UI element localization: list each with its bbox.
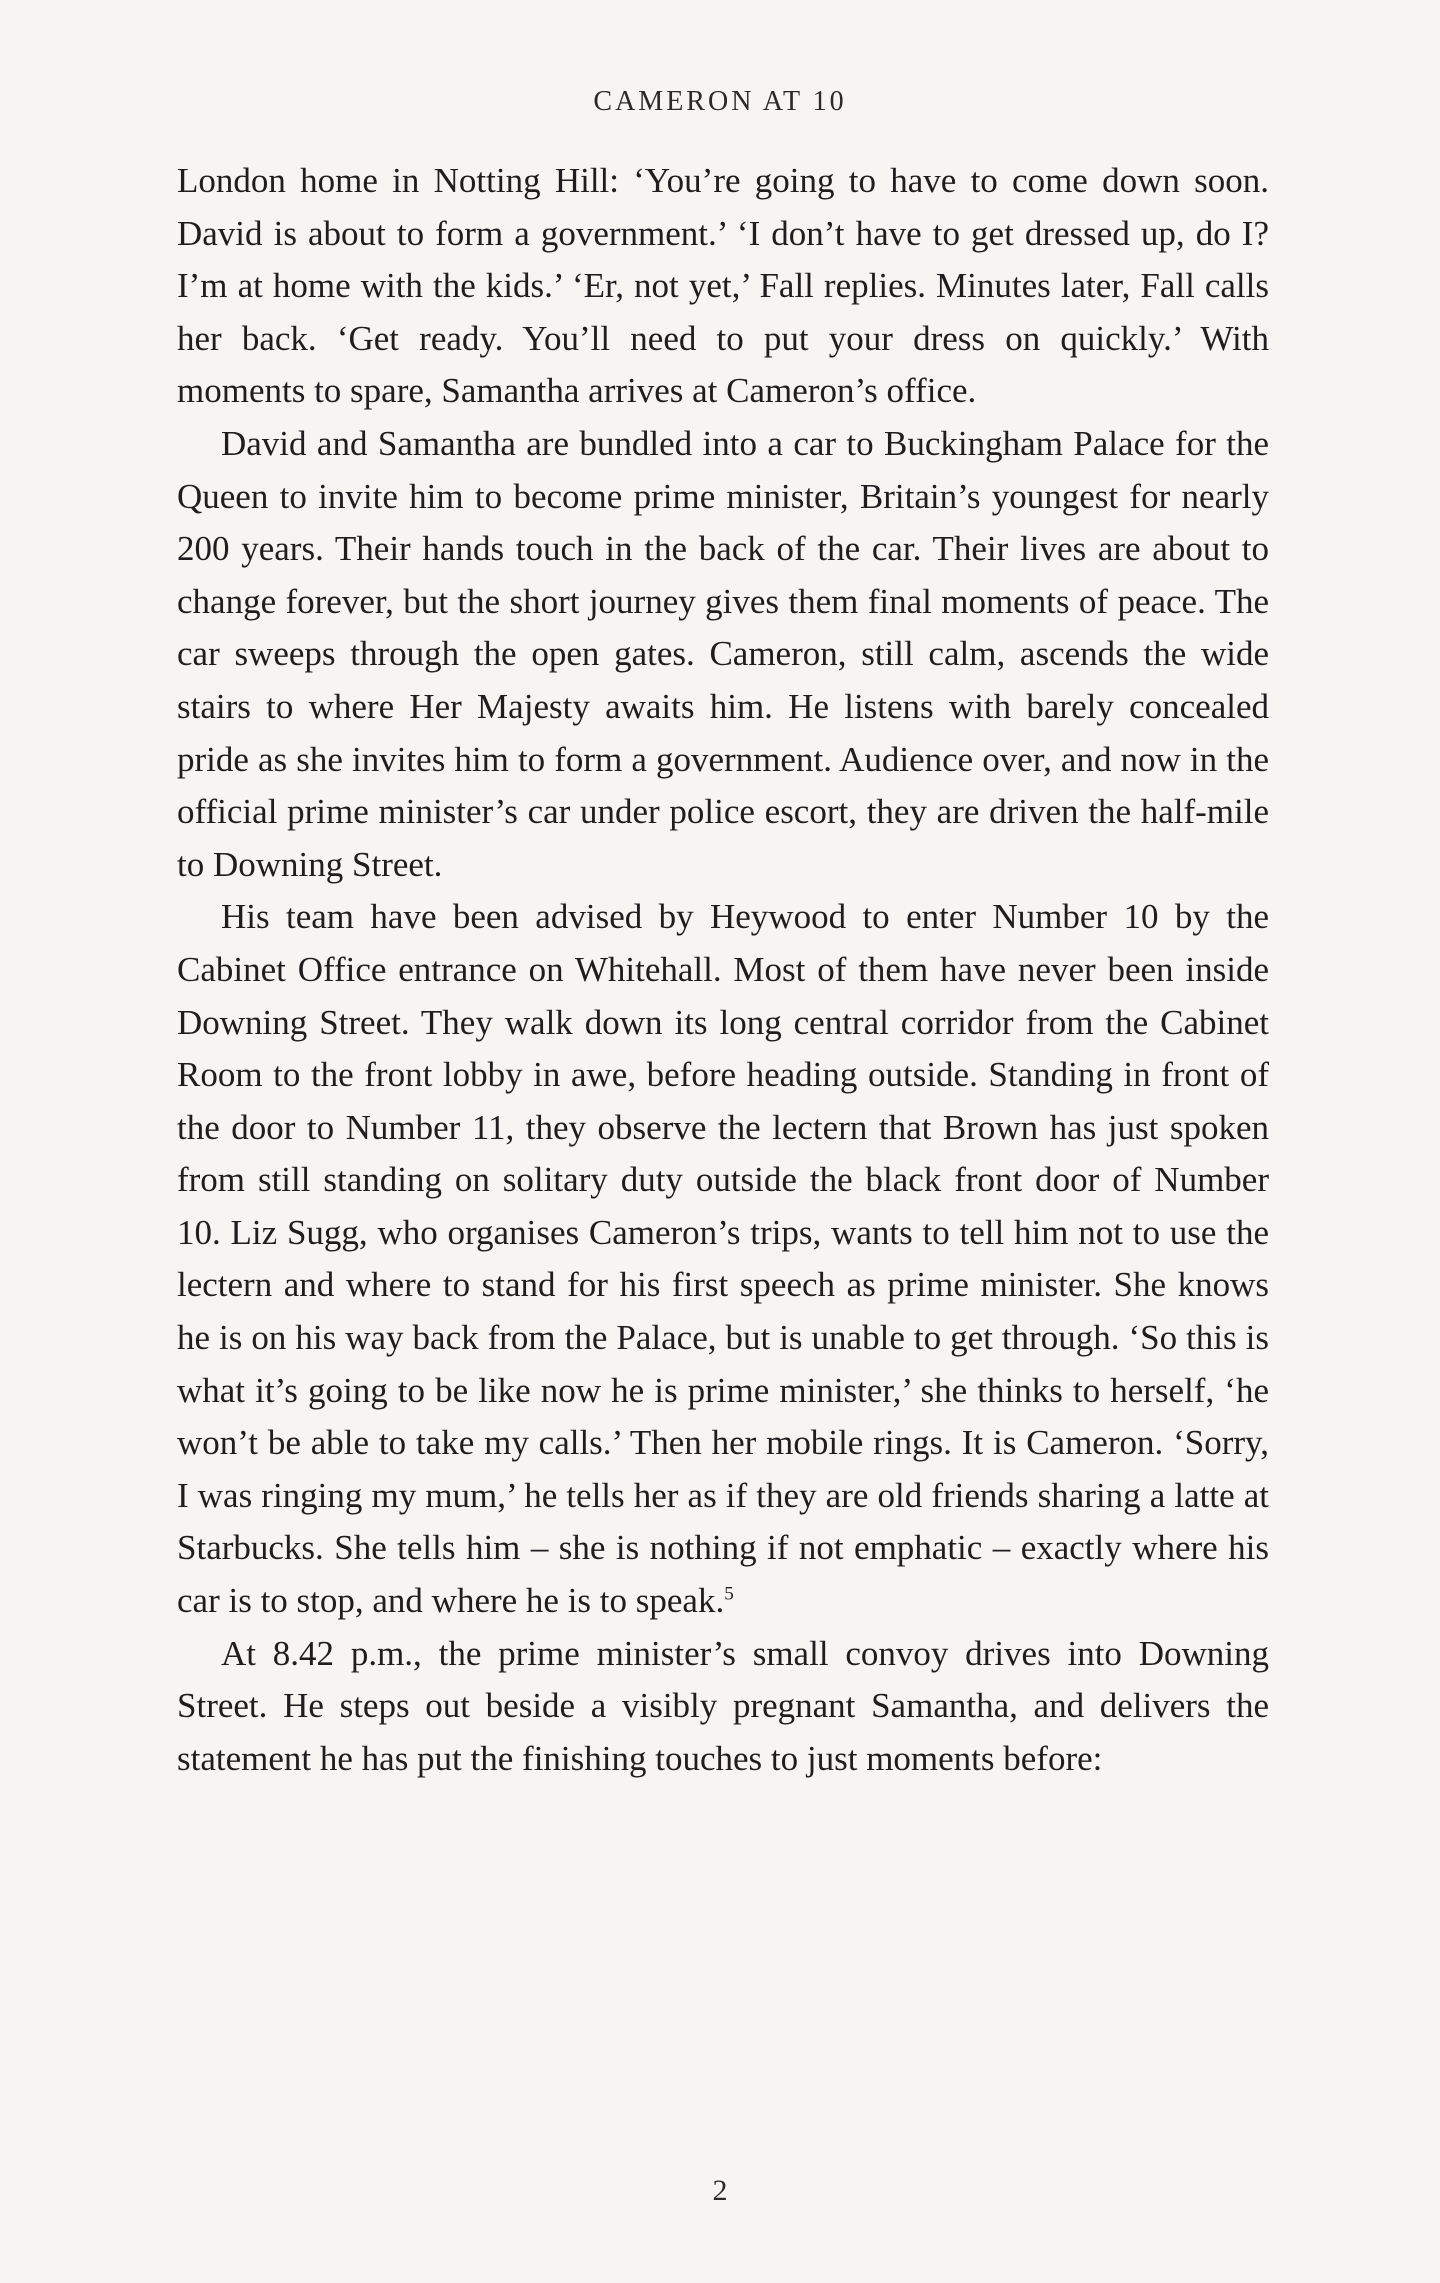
paragraph-1 xyxy=(177,155,1269,418)
paragraph-4-text: At 8.42 p.m., the prime minister’s small convoy drives into Downing Street. He steps out beside a visibly pregnant Samantha, and delivers the statement he has put the finishing touches to just moments before: xyxy=(177,1633,1269,1778)
body-text xyxy=(177,155,1269,1785)
paragraph-3-text: His team have been advised by Heywood to enter Number 10 by the Cabinet Office entrance on Whitehall. Most of them have never been inside Downing Street. They walk down its long central corridor from the Cabinet Room to the front lobby in awe, before heading outside. Standing in front of the door to Number 11, they observe the lectern that Brown has just spoken from still standing on solitary duty outside the black front door of Number 10. Liz Sugg, who organises Cameron’s trips, wants to tell him not to use the lectern and where to stand for his first speech as prime minister. She knows he is on his way back from the Palace, but is unable to get through. ‘So this is what it’s going to be like now he is prime minister,’ she thinks to herself, ‘he won’t be able to take my calls.’ Then her mobile rings. It is Cameron. ‘Sorry, I was ringing my mum,’ he tells her as if they are old friends sharing a latte at Starbucks. She tells him – she is nothing if not emphatic – exactly where his car is to stop, and where he is to speak. xyxy=(177,897,1269,1621)
page-number: 2 xyxy=(712,2174,728,2207)
paragraph-2-text: David and Samantha are bundled into a car to Buckingham Palace for the Queen to invite him to become prime minister, Britain’s youngest for nearly 200 years. Their hands touch in the back of the car. Their lives are about to change forever, but the short journey gives them final moments of peace. The car sweeps through the open gates. Cameron, still calm, ascends the wide stairs to where Her Majesty awaits him. He listens with barely concealed pride as she invites him to form a government. Audience over, and now in the official prime minister’s car under police escort, they are driven the half-mile to Downing Street. xyxy=(177,423,1269,884)
footnote-marker[interactable]: 5 xyxy=(724,1583,734,1605)
paragraph-4 xyxy=(177,1628,1269,1786)
running-head: CAMERON AT 10 xyxy=(593,86,847,117)
paragraph-2 xyxy=(177,418,1269,891)
paragraph-3 xyxy=(177,891,1269,1627)
paragraph-1-text: London home in Notting Hill: ‘You’re going to have to come down soon. David is about to form a government.’ ‘I don’t have to get dressed up, do I? I’m at home with the kids.’ ‘Er, not yet,’ Fall replies. Minutes later, Fall calls her back. ‘Get ready. You’ll need to put your dress on quickly.’ With moments to spare, Samantha arrives at Cameron’s office. xyxy=(177,161,1269,411)
